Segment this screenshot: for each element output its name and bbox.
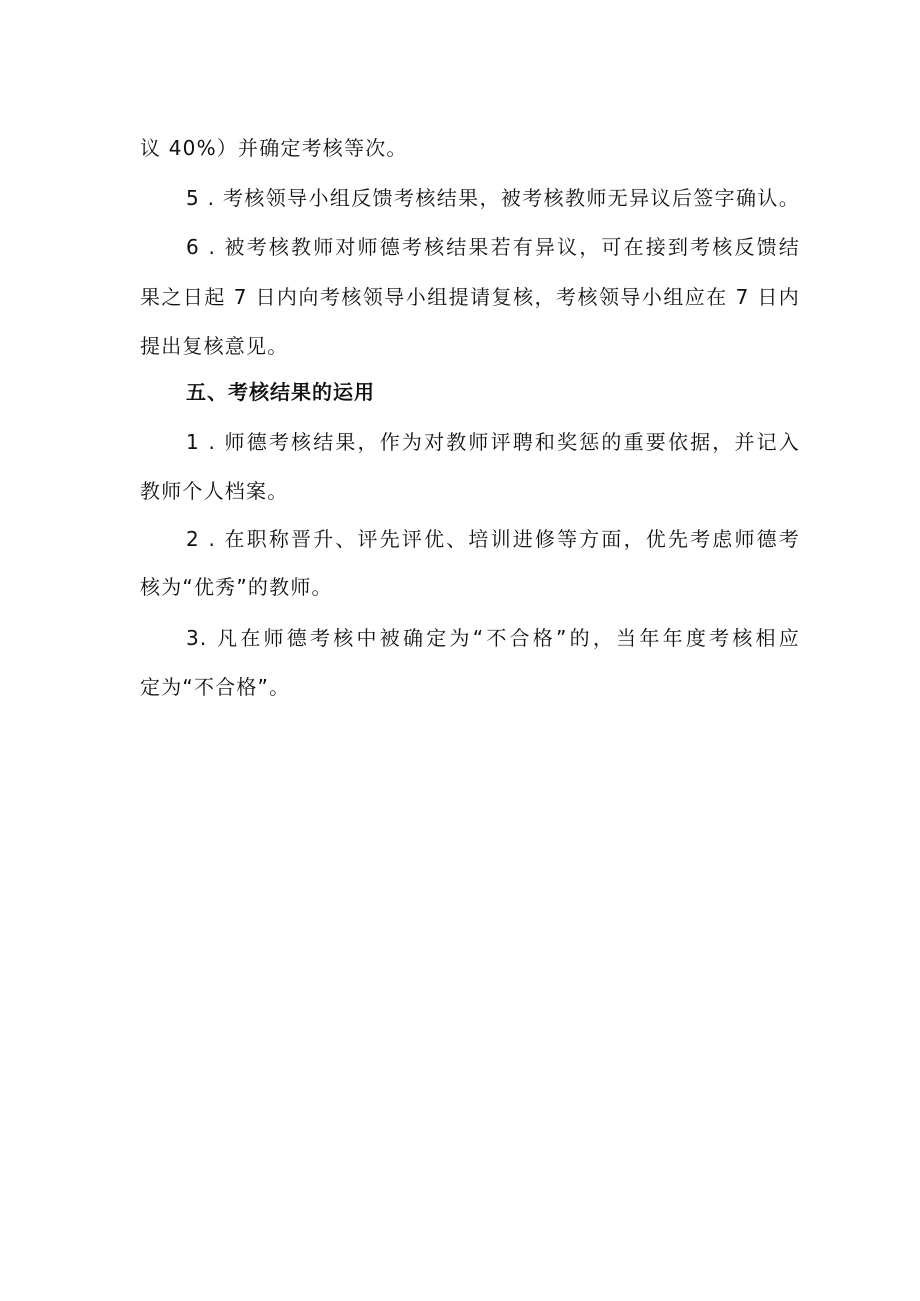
paragraph-line: 议 40%）并确定考核等次。 <box>140 136 408 160</box>
section-heading: 五、考核结果的运用 <box>186 380 375 404</box>
paragraph-line: 1 . 师德考核结果，作为对教师评聘和奖惩的重要依据，并记入 <box>186 430 800 454</box>
paragraph-line: 5 . 考核领导小组反馈考核结果，被考核教师无异议后签字确认。 <box>186 186 800 210</box>
paragraph-line: 提出复核意见。 <box>140 334 289 358</box>
paragraph-line: 6 . 被考核教师对师德考核结果若有异议，可在接到考核反馈结 <box>186 235 800 259</box>
paragraph-line: 3. 凡在师德考核中被确定为“不合格”的，当年年度考核相应 <box>186 626 800 650</box>
paragraph-line: 教师个人档案。 <box>140 479 289 503</box>
paragraph-line: 核为“优秀”的教师。 <box>140 575 333 599</box>
paragraph-line: 定为“不合格”。 <box>140 675 291 699</box>
paragraph-line: 果之日起 7 日内向考核领导小组提请复核，考核领导小组应在 7 日内 <box>140 285 800 309</box>
paragraph-line: 2 . 在职称晋升、评先评优、培训进修等方面，优先考虑师德考 <box>186 527 800 551</box>
